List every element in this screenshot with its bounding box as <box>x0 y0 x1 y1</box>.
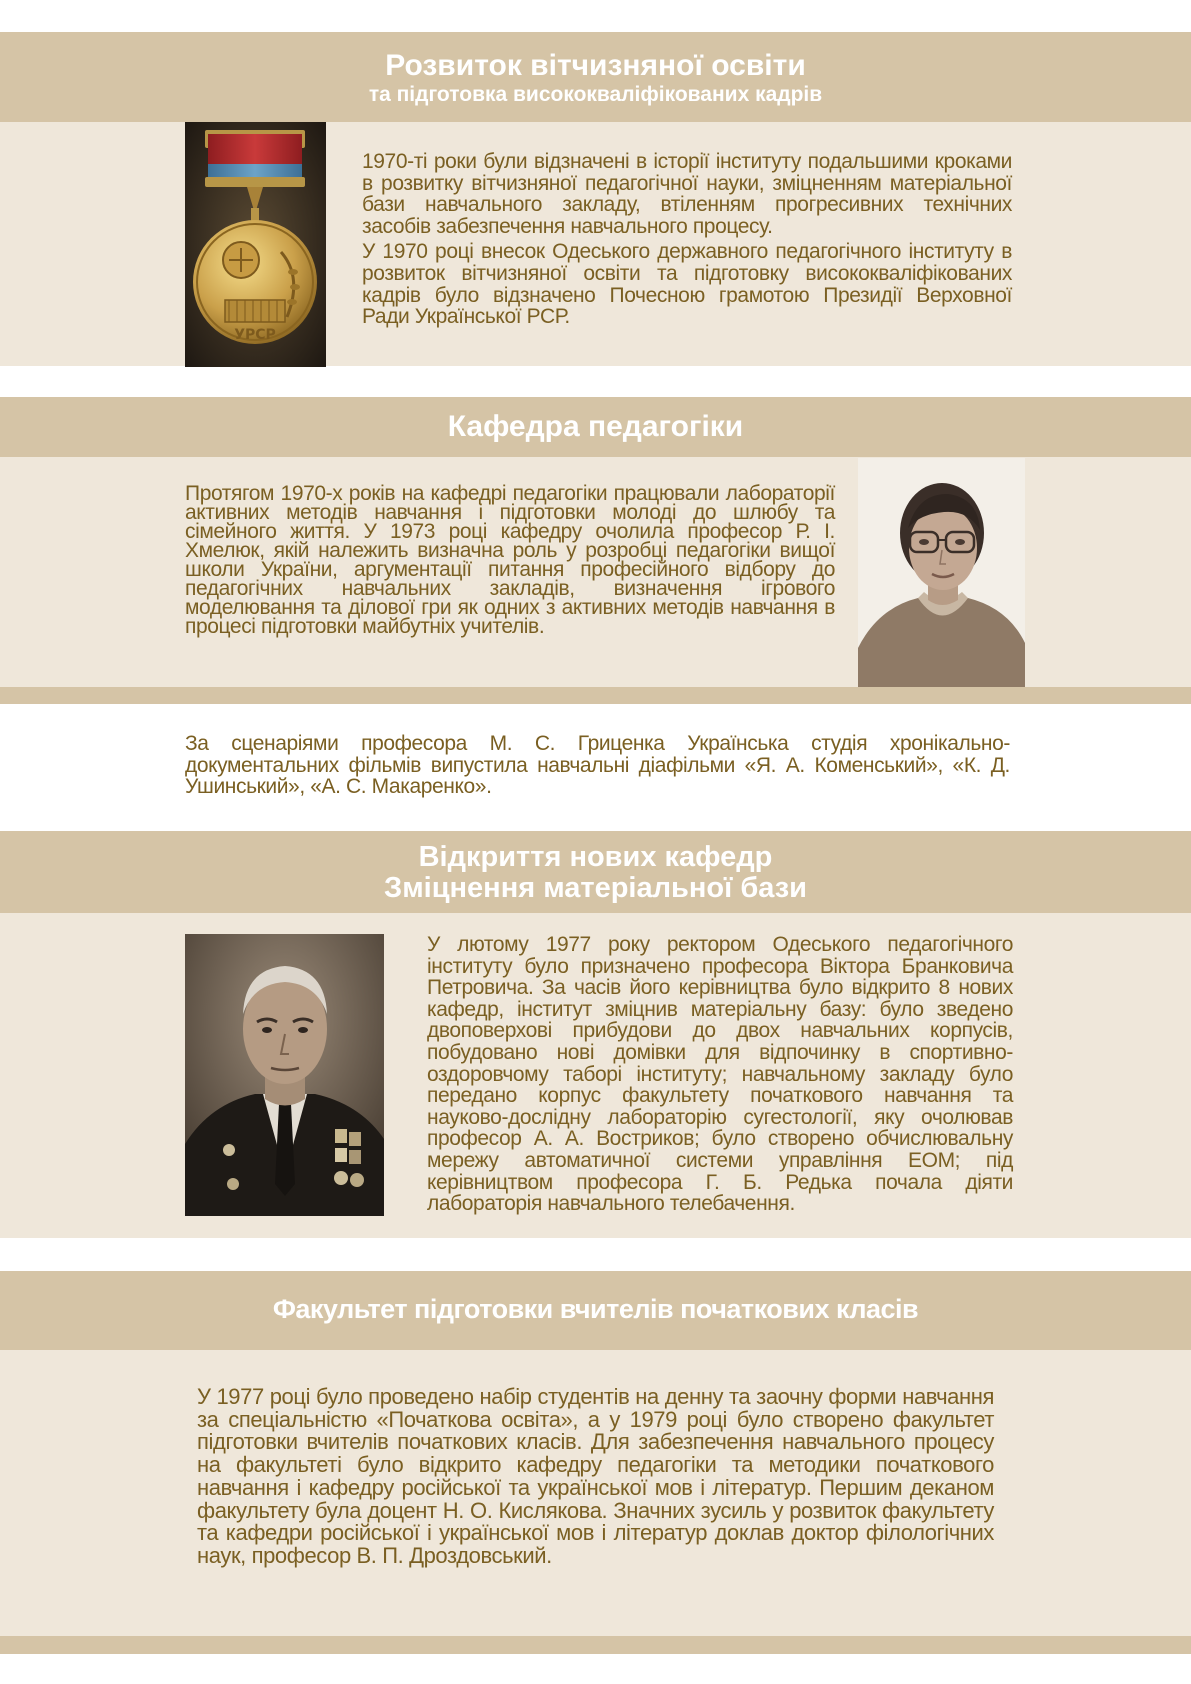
section1-paragraph-1: 1970-ті роки були відзначені в історії інституту подальшими кроками в розвитку вітчизняної педагогічної науки, зміцненням матеріальної бази навчального закладу, втіленням прогресивних технічних засобів забезпечення навчального процесу. <box>362 150 1012 238</box>
section2-title: Кафедра педагогіки <box>447 410 744 443</box>
section3-title-line2: Зміцнення матеріальної бази <box>384 872 807 904</box>
section2-bottom-strip <box>0 687 1191 704</box>
petrovych-portrait <box>185 934 384 1216</box>
section1-title: Розвиток вітчизняної освіти <box>385 49 806 82</box>
section4-text: У 1977 році було проведено набір студентів на денну та заочну форми навчання за спеціальністю «Початкова освіта», а у 1979 році було створено факультет підготовки вчителів початкових класів. Для забезпечення навчального процесу на факультеті було відкрито кафедру педагогіки та методики початкового навчання і кафедру російської та української мов і літератур. Першим деканом факультету була доцент Н. О. Кислякова. Значних зусиль у розвиток факультету та кафедри російської і української мов і літератур доклав доктор філологічних наук, професор В. П. Дроздовський. <box>197 1384 994 1568</box>
khmeliuk-portrait <box>858 458 1025 687</box>
section1-subtitle: та підготовка висококваліфікованих кадрів <box>368 83 823 106</box>
medal-inscription: УРСР <box>234 327 276 343</box>
medal-photo <box>185 122 326 367</box>
section2-text: Протягом 1970-х років на кафедрі педагогіки працювали лабораторії активних методів навчання і підготовки молоді до шлюбу та сімейного життя. У 1973 році кафедру очолила професор Р. І. Хмелюк, якій належить визначна роль у розробці педагогіки вищої школи України, аргументації питання професійного відбору до педагогічних навчальних закладів, визначення ігрового моделювання та ділової гри як одних з активних методів навчання в процесі підготовки майбутніх учителів. <box>185 482 835 638</box>
section3-text: У лютому 1977 року ректором Одеського педагогічного інституту було призначено професора Віктора Бранковича Петровича. За часів його керівництва було відкрито 8 нових кафедр, інститут зміцнив матеріальну базу: було зведено двоповерхові прибудови до двох навчальних корпусів, побудовано нові домівки для відпочинку в спортивно-оздоровчому таборі інституту; навчальному закладу було передано корпус факультету початкового навчання та науково-дослідну лабораторію сугестології, яку очолював професор А. А. Востриков; було створено обчислювальну мережу автоматичної системи управління ЕОМ; під керівництвом професора Г. Б. Редька почала діяти лабораторія навчального телебачення. <box>427 933 1013 1216</box>
section1-paragraph-2: У 1970 році внесок Одеського державного педагогічного інституту в розвиток вітчизняної освіти та підготовку висококваліфікованих кадрів було відзначено Почесною грамотою Президії Верховної Ради Української РСР. <box>362 240 1012 329</box>
section1-text <box>362 151 1012 328</box>
filmstrips-note: За сценаріями професора М. С. Гриценка Українська студія хронікально-документальних фільмів випустила навчальні діафільми «Я. А. Коменський», «К. Д. Ушинський», «А. С. Макаренко». <box>185 732 1010 799</box>
section4-title: Факультет підготовки вчителів початкових класів <box>272 1294 919 1324</box>
section3-title-line1: Відкриття нових кафедр <box>418 841 773 873</box>
footer-strip <box>0 1636 1191 1654</box>
